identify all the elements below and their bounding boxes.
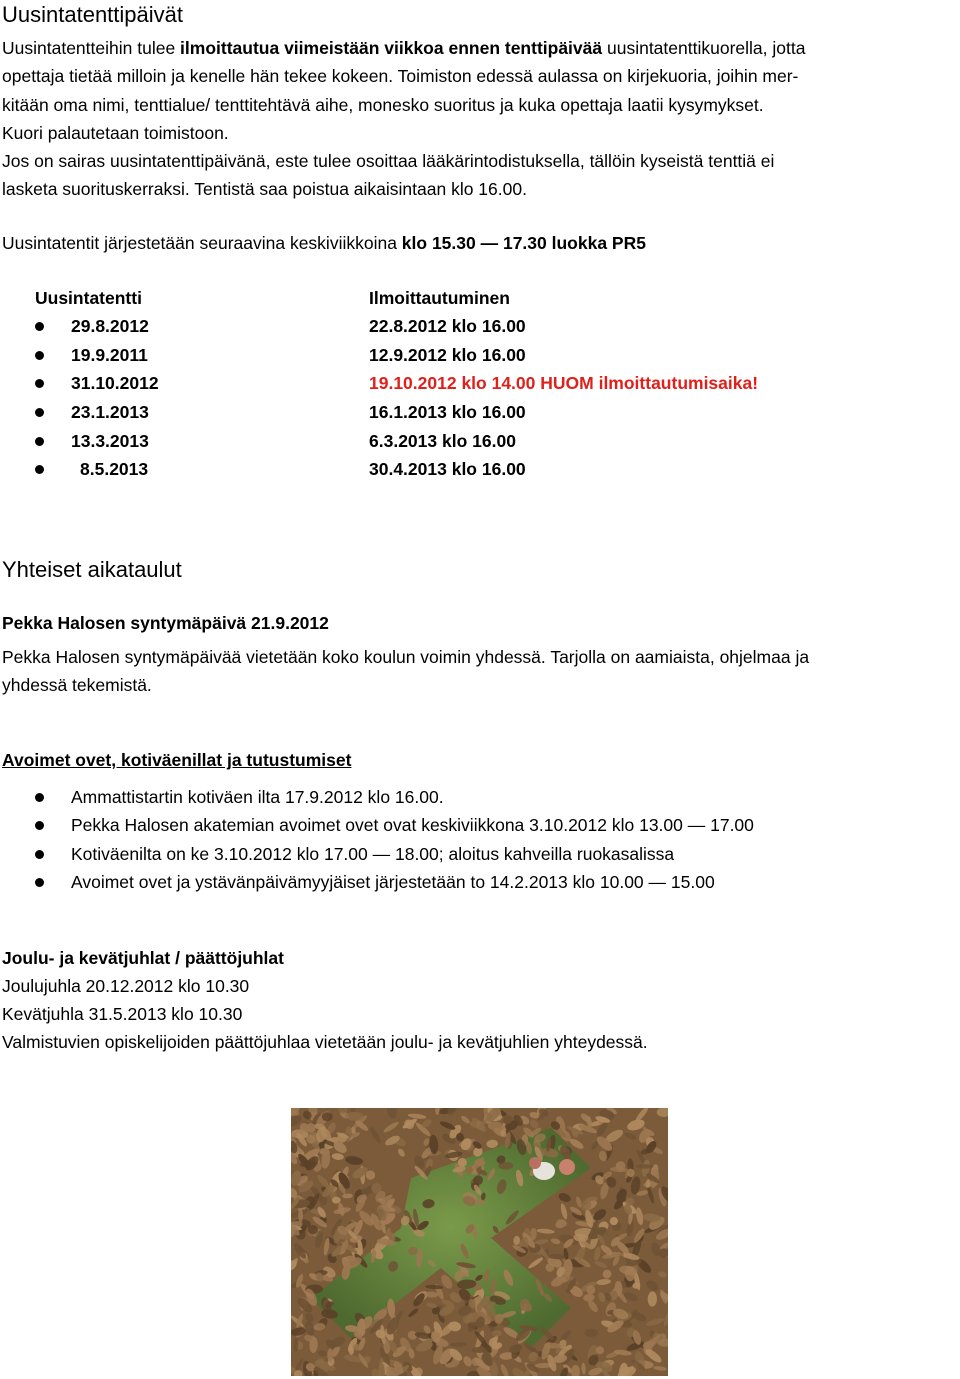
text-run: Uusintatentit järjestetään seuraavina keskiviikkoina [2,233,402,253]
registration-deadline: 6.3.2013 klo 16.00 [369,431,516,451]
table-header-exam: Uusintatentti [35,288,142,308]
bullet-icon [35,465,44,474]
bullet-icon [35,437,44,446]
registration-deadline: 22.8.2012 klo 16.00 [369,316,526,336]
bullet-icon [35,322,44,331]
paragraph-line: opettaja tietää milloin ja kenelle hän tekee kokeen. Toimiston edessä aulassa on kirjekuoria, joihin mer- [2,66,799,86]
list-item-text: Ammattistartin kotiväen ilta 17.9.2012 klo 16.00. [71,787,444,807]
paragraph-line: Joulujuhla 20.12.2012 klo 10.30 [2,976,250,996]
registration-deadline-highlight: 19.10.2012 klo 14.00 HUOM ilmoittautumisaika! [369,373,759,393]
exam-date: 8.5.2013 [80,459,149,479]
section-title-common-schedule: Yhteiset aikataulut [2,557,182,582]
leaf-shape [322,1112,333,1121]
apple-shape [529,1157,541,1169]
text-run: uusintatenttikuorella, jotta [602,38,806,58]
paragraph-line: Kevätjuhla 31.5.2013 klo 10.30 [2,1004,243,1024]
paragraph-line [2,34,805,63]
bullet-icon [35,878,44,887]
section-title-celebrations: Joulu- ja kevätjuhlat / päättöjuhlat [2,948,284,968]
autumn-leaves-photo [291,1108,668,1376]
section-title-retake-exams: Uusintatenttipäivät [2,2,183,27]
exam-date: 29.8.2012 [71,316,149,336]
text-run-bold: ilmoittautua viimeistään viikkoa ennen tenttipäivää [180,38,603,58]
subsection-title-birthday: Pekka Halosen syntymäpäivä 21.9.2012 [2,613,329,633]
paragraph-line: Kuori palautetaan toimistoon. [2,123,229,143]
paragraph-line: yhdessä tekemistä. [2,675,152,695]
exam-date: 31.10.2012 [71,373,159,393]
leaf-shape [472,1347,487,1353]
bullet-icon [35,793,44,802]
bullet-icon [35,850,44,859]
leaves-illustration [291,1108,668,1376]
paragraph-line: Jos on sairas uusintatenttipäivänä, este tulee osoittaa lääkärintodistuksella, tällöin kyseistä tenttiä ei [2,151,775,171]
registration-deadline: 30.4.2013 klo 16.00 [369,459,526,479]
registration-deadline: 12.9.2012 klo 16.00 [369,345,526,365]
apple-shape [559,1159,575,1175]
list-item-text: Pekka Halosen akatemian avoimet ovet ovat keskiviikkona 3.10.2012 klo 13.00 — 17.00 [71,815,754,835]
bullet-icon [35,379,44,388]
table-header-registration: Ilmoittautuminen [369,288,510,308]
list-item-text: Avoimet ovet ja ystävänpäivämyyjäiset järjestetään to 14.2.2013 klo 10.00 — 15.00 [71,872,715,892]
text-run: Uusintatentteihin tulee [2,38,181,58]
paragraph-line [2,229,646,258]
exam-date: 23.1.2013 [71,402,149,422]
bullet-icon [35,408,44,417]
paragraph-line: lasketa suorituskerraksi. Tentistä saa poistua aikaisintaan klo 16.00. [2,179,527,199]
text-run-bold: klo 15.30 — 17.30 luokka PR5 [401,233,646,253]
registration-deadline: 16.1.2013 klo 16.00 [369,402,526,422]
section-title-open-doors: Avoimet ovet, kotiväenillat ja tutustumiset [2,750,352,770]
bullet-icon [35,821,44,830]
paragraph-line: Pekka Halosen syntymäpäivää vietetään koko koulun voimin yhdessä. Tarjolla on aamiaista, ohjelmaa ja [2,647,810,667]
list-item-text: Kotiväenilta on ke 3.10.2012 klo 17.00 — 18.00; aloitus kahveilla ruokasalissa [71,844,675,864]
exam-date: 13.3.2013 [71,431,149,451]
paragraph-line: kitään oma nimi, tenttialue/ tenttitehtävä aihe, monesko suoritus ja kuka opettaja laatii kysymykset. [2,95,764,115]
paragraph-line: Valmistuvien opiskelijoiden päättöjuhlaa vietetään joulu- ja kevätjuhlien yhteydessä. [2,1032,648,1052]
exam-date: 19.9.2011 [71,345,148,365]
bullet-icon [35,351,44,360]
